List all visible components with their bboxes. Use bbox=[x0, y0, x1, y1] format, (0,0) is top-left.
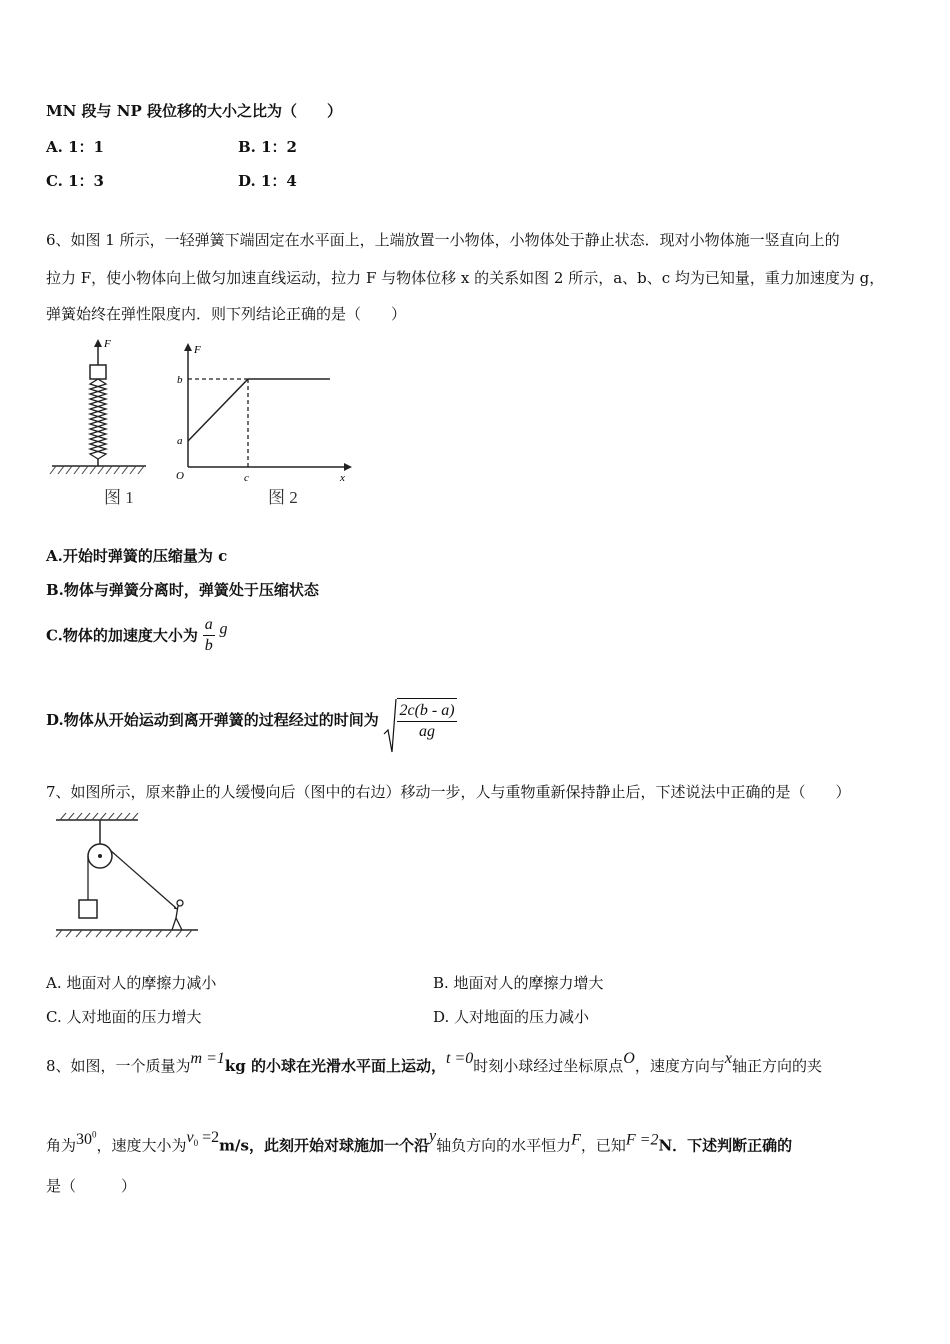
q8-v0: $v_0 =2$ bbox=[186, 1129, 220, 1149]
q6-option-c-label: C.物体的加速度大小为 bbox=[46, 626, 198, 645]
fig2-c-label: c bbox=[244, 472, 249, 484]
q8-text-1: 8、如图，一个质量为 bbox=[46, 1057, 191, 1075]
q5-option-b[interactable]: B. 1：2 bbox=[238, 138, 297, 156]
q6-option-c-numerator: a bbox=[203, 615, 215, 636]
q8-text-6: 角为 bbox=[46, 1136, 77, 1155]
q6-option-d[interactable] bbox=[46, 698, 457, 742]
fig1-force-label: F bbox=[104, 338, 111, 350]
q6-option-d-denominator: ag bbox=[419, 723, 436, 740]
q8-text-11: N．下述判断正确的 bbox=[658, 1136, 793, 1155]
q5-stem: MN 段与 NP 段位移的大小之比为（ ） bbox=[46, 102, 342, 120]
fig2-origin-label: O bbox=[176, 470, 184, 482]
q8-y-axis: y bbox=[428, 1127, 437, 1145]
q7-option-c[interactable]: C. 人对地面的压力增大 bbox=[46, 1008, 202, 1026]
q8-mass: m =1 bbox=[190, 1050, 225, 1067]
q8-stem-line2 bbox=[46, 1120, 792, 1160]
q6-option-d-label: D.物体从开始运动到离开弹簧的过程经过的时间为 bbox=[46, 711, 379, 729]
person-icon bbox=[172, 900, 183, 930]
q8-text-3: 时刻小球经过坐标原点 bbox=[473, 1057, 624, 1075]
q6-option-a[interactable]: A.开始时弹簧的压缩量为 c bbox=[46, 547, 228, 565]
q7-option-d[interactable]: D. 人对地面的压力减小 bbox=[433, 1008, 590, 1026]
q8-x-axis: x bbox=[724, 1050, 732, 1067]
q6-option-d-sqrt bbox=[383, 698, 456, 742]
q5-option-d[interactable]: D. 1：4 bbox=[238, 172, 297, 190]
q5-option-c[interactable]: C. 1：3 bbox=[46, 172, 104, 190]
q8-text-5: 轴正方向的夹 bbox=[731, 1057, 822, 1075]
q8-text-2: kg 的小球在光滑水平面上运动， bbox=[224, 1057, 447, 1075]
q6-option-c-fraction bbox=[203, 615, 215, 656]
q6-figures bbox=[46, 335, 366, 515]
q8-text-9: 轴负方向的水平恒力 bbox=[436, 1136, 572, 1155]
q7-pulley-figure bbox=[52, 812, 202, 942]
q8-text-8: m/s，此刻开始对球施加一个沿 bbox=[219, 1136, 429, 1155]
q7-option-b[interactable]: B. 地面对人的摩擦力增大 bbox=[433, 974, 604, 992]
force-displacement-graph bbox=[176, 343, 352, 507]
q8-text-7: ，速度大小为 bbox=[96, 1136, 187, 1155]
q7-option-a[interactable]: A. 地面对人的摩擦力减小 bbox=[46, 974, 217, 992]
q8-text-4: ，速度方向与 bbox=[634, 1057, 725, 1075]
q6-option-c[interactable] bbox=[46, 615, 227, 656]
q8-force: F bbox=[571, 1131, 581, 1149]
q6-stem-line1: 6、如图 1 所示，一轻弹簧下端固定在水平面上，上端放置一小物体，小物体处于静止状态．现对小物体施一竖直向上的 bbox=[46, 231, 840, 249]
q8-stem-line1 bbox=[46, 1044, 822, 1081]
q8-time: t =0 bbox=[446, 1050, 474, 1067]
fig1-caption: 图 1 bbox=[104, 488, 134, 507]
q6-option-d-numerator: 2c(b - a) bbox=[397, 701, 456, 722]
spring-figure bbox=[50, 338, 146, 507]
q7-stem: 7、如图所示，原来静止的人缓慢向后（图中的右边）移动一步，人与重物重新保持静止后，下述说法中正确的是（ ） bbox=[46, 783, 851, 801]
q6-option-c-g: g bbox=[219, 620, 228, 638]
q6-option-c-denominator: b bbox=[204, 637, 213, 654]
fig2-a-label: a bbox=[177, 435, 183, 447]
fig2-b-label: b bbox=[177, 374, 183, 386]
fig2-y-axis-label: F bbox=[194, 344, 201, 356]
q8-angle: $30^0$ bbox=[76, 1130, 97, 1149]
q8-stem-line3: 是（ ） bbox=[46, 1177, 137, 1195]
q6-option-b[interactable]: B.物体与弹簧分离时，弹簧处于压缩状态 bbox=[46, 581, 319, 599]
q8-text-10: ，已知 bbox=[580, 1136, 626, 1155]
q5-option-a[interactable]: A. 1：1 bbox=[46, 138, 104, 156]
fig2-caption: 图 2 bbox=[268, 488, 298, 507]
q6-stem-line2: 拉力 F，使小物体向上做匀加速直线运动，拉力 F 与物体位移 x 的关系如图 2 所示，a、b、c 均为已知量，重力加速度为 g， bbox=[46, 269, 885, 287]
fig2-x-axis-label: x bbox=[340, 472, 345, 484]
q6-stem-line3: 弹簧始终在弹性限度内．则下列结论正确的是（ ） bbox=[46, 305, 407, 323]
sqrt-sign-icon bbox=[383, 698, 397, 754]
q8-origin: O bbox=[623, 1050, 635, 1067]
q8-force-value: F =2 bbox=[625, 1131, 659, 1149]
